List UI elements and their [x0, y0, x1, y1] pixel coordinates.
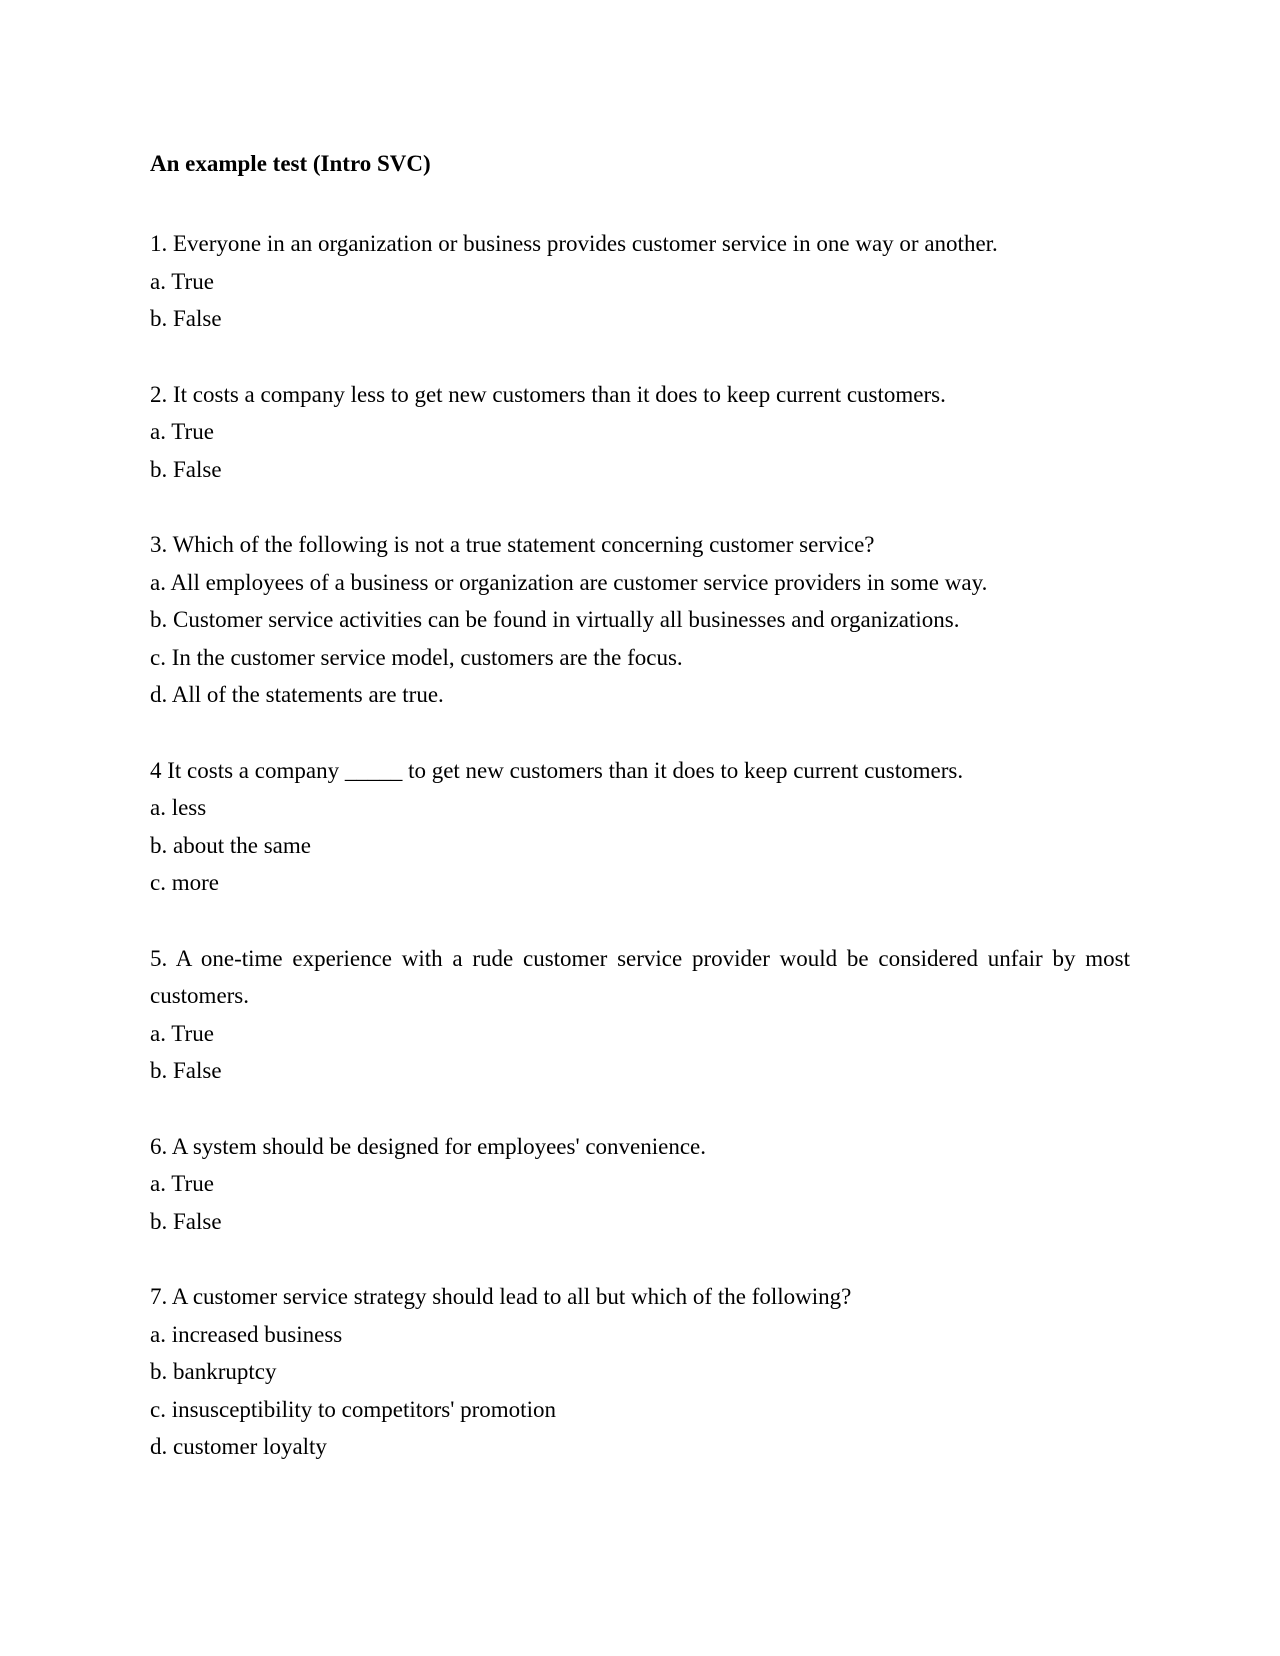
question-2 — [150, 376, 1130, 489]
question-stem: 3. Which of the following is not a true statement concerning customer service? — [150, 532, 875, 557]
answer-option: b. bankruptcy — [150, 1359, 277, 1384]
answer-option: b. False — [150, 306, 222, 331]
question-stem: 6. A system should be designed for employees' convenience. — [150, 1133, 707, 1159]
answer-option: d. customer loyalty — [150, 1434, 327, 1459]
question-stem: 4 It costs a company _____ to get new customers than it does to keep current customers. — [150, 757, 964, 783]
question-stem: 5. A one-time experience with a rude customer service provider would be considered unfair by most customers. — [150, 945, 1130, 1008]
answer-option: b. False — [150, 456, 222, 482]
answer-option: b. False — [150, 1208, 222, 1234]
answer-option: c. In the customer service model, customers are the focus. — [150, 644, 683, 670]
document-page — [150, 150, 1130, 1504]
question-7 — [150, 1278, 1130, 1466]
answer-option: b. Customer service activities can be found in virtually all businesses and organizations. — [150, 607, 960, 632]
answer-option: a. True — [150, 1020, 214, 1046]
question-stem: 2. It costs a company less to get new customers than it does to keep current customers. — [150, 381, 946, 407]
document-title: An example test (Intro SVC) — [150, 151, 431, 176]
answer-option: c. insusceptibility to competitors' promotion — [150, 1396, 556, 1422]
answer-option: a. All employees of a business or organization are customer service providers in some way. — [150, 569, 988, 595]
question-6 — [150, 1128, 1130, 1241]
answer-option: a. True — [150, 1171, 214, 1196]
answer-option: c. more — [150, 870, 219, 895]
question-3 — [150, 526, 1130, 714]
question-5 — [150, 940, 1130, 1090]
answer-option: b. False — [150, 1058, 222, 1083]
answer-option: a. True — [150, 268, 214, 294]
answer-option: b. about the same — [150, 832, 311, 858]
question-4 — [150, 752, 1130, 902]
answer-option: a. True — [150, 419, 214, 444]
answer-option: d. All of the statements are true. — [150, 682, 444, 707]
question-stem: 7. A customer service strategy should lead to all but which of the following? — [150, 1284, 852, 1309]
answer-option: a. increased business — [150, 1321, 343, 1347]
question-1 — [150, 225, 1130, 338]
answer-option: a. less — [150, 795, 207, 820]
question-stem: 1. Everyone in an organization or business provides customer service in one way or another. — [150, 231, 998, 256]
